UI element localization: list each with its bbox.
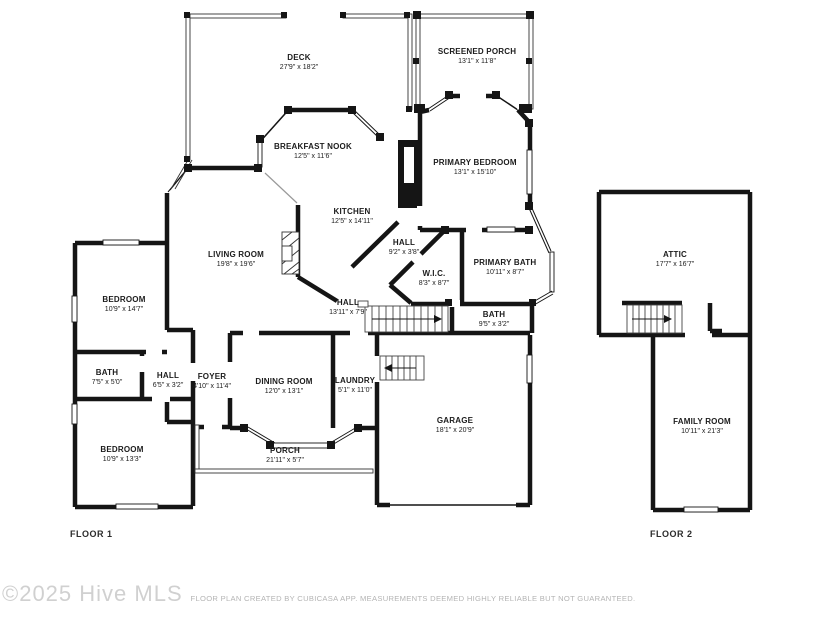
room-label-foyer: FOYER 4'10" x 11'4": [193, 372, 231, 391]
room-label-family-room: FAMILY ROOM 10'11" x 21'3": [673, 417, 731, 436]
room-label-porch: PORCH 21'11" x 5'7": [266, 446, 304, 465]
fireplace: [282, 232, 299, 274]
room-label-bath-left: BATH 7'5" x 5'0": [91, 368, 123, 387]
room-label-deck: DECK 27'9" x 18'2": [279, 53, 319, 72]
chimney-block: [398, 140, 420, 208]
room-label-hall-upper: HALL 9'2" x 3'8": [388, 238, 420, 257]
room-label-bedroom-upper: BEDROOM 10'9" x 14'7": [102, 295, 146, 314]
floor1-caption: FLOOR 1: [70, 529, 113, 539]
room-label-hall-center: HALL 13'11" x 7'9": [329, 298, 367, 317]
floor2-caption: FLOOR 2: [650, 529, 693, 539]
room-label-hall-left: HALL 6'5" x 3'2": [152, 371, 184, 390]
room-label-garage: GARAGE 18'1" x 20'9": [435, 416, 475, 435]
room-label-dining-room: DINING ROOM 12'0" x 13'1": [255, 377, 313, 396]
room-label-attic: ATTIC 17'7" x 16'7": [655, 250, 695, 269]
open-separator: [265, 173, 297, 203]
room-label-breakfast-nook: BREAKFAST NOOK 12'5" x 11'6": [274, 142, 352, 161]
room-label-living-room: LIVING ROOM 19'8" x 19'6": [208, 250, 264, 269]
mls-watermark: ©2025 Hive MLS: [2, 581, 183, 606]
room-label-primary-bedroom: PRIMARY BEDROOM 13'1" x 15'10": [433, 158, 517, 177]
room-label-bedroom-lower: BEDROOM 10'9" x 13'3": [100, 445, 144, 464]
room-label-bath-small: BATH 9'5" x 3'2": [478, 310, 510, 329]
room-label-primary-bath: PRIMARY BATH 10'11" x 8'7": [473, 258, 537, 277]
room-label-screened-porch: SCREENED PORCH 13'1" x 11'8": [437, 47, 517, 66]
room-label-laundry: LAUNDRY 5'1" x 11'0": [334, 376, 376, 395]
room-label-wic: W.I.C. 8'3" x 8'7": [418, 269, 450, 288]
room-label-kitchen: KITCHEN 12'5" x 14'11": [331, 207, 373, 226]
footer-disclaimer: FLOOR PLAN CREATED BY CUBICASA APP. MEASUREMENTS DEEMED HIGHLY RELIABLE BUT NOT GUARANTEED.: [190, 594, 636, 603]
garage-door: [390, 500, 516, 509]
